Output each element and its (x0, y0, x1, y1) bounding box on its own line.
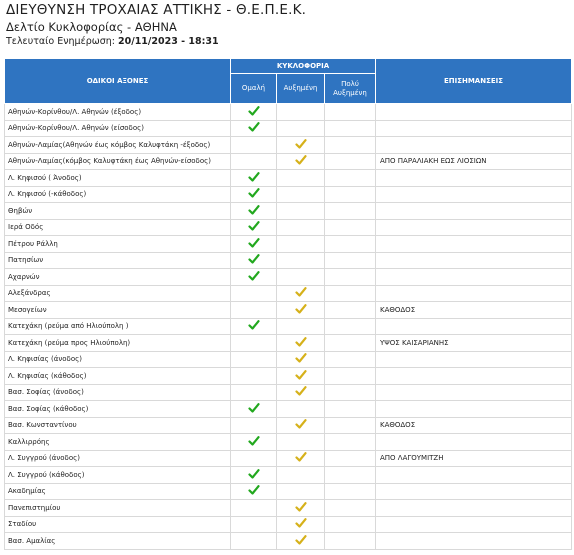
table-row (5, 252, 572, 269)
table-row (5, 285, 572, 302)
traffic-normal-cell (231, 236, 277, 253)
remark (376, 351, 572, 368)
remark (376, 285, 572, 302)
check-mark-icon (295, 353, 307, 363)
traffic-normal-cell (231, 285, 277, 302)
traffic-normal-cell (231, 384, 277, 401)
table-row (5, 483, 572, 500)
road-name: Αθηνών-Κορίνθου/Λ. Αθηνών (έξοδος) (5, 104, 231, 121)
page-title: ΔΙΕΥΘΥΝΣΗ ΤΡΟΧΑΙΑΣ ΑΤΤΙΚΗΣ - Θ.Ε.Π.Ε.Κ. (6, 2, 307, 18)
traffic-increased-cell (277, 252, 325, 269)
remark (376, 384, 572, 401)
traffic-very-cell (325, 285, 376, 302)
remark (376, 401, 572, 418)
traffic-very-cell (325, 351, 376, 368)
traffic-very-cell (325, 467, 376, 484)
traffic-normal-cell (231, 186, 277, 203)
table-row (5, 153, 572, 170)
traffic-normal-cell (231, 533, 277, 550)
check-mark-icon (248, 403, 260, 413)
remark (376, 467, 572, 484)
table-row (5, 434, 572, 451)
table-row (5, 401, 572, 418)
traffic-increased-cell (277, 236, 325, 253)
traffic-increased-cell (277, 219, 325, 236)
check-mark-icon (295, 370, 307, 380)
remark (376, 104, 572, 121)
remark (376, 236, 572, 253)
traffic-normal-cell (231, 252, 277, 269)
traffic-normal-cell (231, 302, 277, 319)
traffic-increased-cell (277, 516, 325, 533)
remark (376, 219, 572, 236)
remark (376, 533, 572, 550)
traffic-normal-cell (231, 120, 277, 137)
table-row (5, 351, 572, 368)
table-row (5, 533, 572, 550)
table-row (5, 137, 572, 154)
traffic-normal-cell (231, 335, 277, 352)
table-row (5, 384, 572, 401)
traffic-very-cell (325, 516, 376, 533)
road-name: Αθηνών-Κορίνθου/Λ. Αθηνών (είσοδος) (5, 120, 231, 137)
remark (376, 137, 572, 154)
check-mark-icon (248, 254, 260, 264)
road-name: Βασ. Αμαλίας (5, 533, 231, 550)
road-name: Κατεχάκη (ρεύμα προς Ηλιούπολη) (5, 335, 231, 352)
road-name: Πατησίων (5, 252, 231, 269)
road-name: Αχαρνών (5, 269, 231, 286)
traffic-increased-cell (277, 368, 325, 385)
traffic-increased-cell (277, 137, 325, 154)
check-mark-icon (248, 205, 260, 215)
traffic-normal-cell (231, 137, 277, 154)
traffic-increased-cell (277, 170, 325, 187)
check-mark-icon (248, 188, 260, 198)
traffic-increased-cell (277, 302, 325, 319)
remark: ΥΨΟΣ ΚΑΙΣΑΡΙΑΝΗΣ (376, 335, 572, 352)
traffic-very-cell (325, 384, 376, 401)
table-row (5, 219, 572, 236)
traffic-very-cell (325, 153, 376, 170)
check-mark-icon (295, 155, 307, 165)
remark (376, 252, 572, 269)
traffic-very-cell (325, 401, 376, 418)
check-mark-icon (248, 172, 260, 182)
table-row (5, 318, 572, 335)
traffic-normal-cell (231, 450, 277, 467)
check-mark-icon (295, 287, 307, 297)
traffic-very-cell (325, 137, 376, 154)
check-mark-icon (295, 452, 307, 462)
road-name: Λ. Συγγρού (κάθοδος) (5, 467, 231, 484)
traffic-normal-cell (231, 516, 277, 533)
check-mark-icon (248, 221, 260, 231)
remark: ΚΑΘΟΔΟΣ (376, 417, 572, 434)
road-name: Λ. Κηφισού (-κάθοδος) (5, 186, 231, 203)
table-row (5, 120, 572, 137)
check-mark-icon (248, 320, 260, 330)
remark (376, 203, 572, 220)
traffic-normal-cell (231, 104, 277, 121)
traffic-increased-cell (277, 500, 325, 517)
column-header-very-increased: Πολύ Αυξημένη (325, 74, 376, 104)
traffic-increased-cell (277, 467, 325, 484)
remark (376, 500, 572, 517)
table-row (5, 269, 572, 286)
check-mark-icon (248, 122, 260, 132)
traffic-increased-cell (277, 401, 325, 418)
table-row (5, 516, 572, 533)
traffic-increased-cell (277, 417, 325, 434)
traffic-very-cell (325, 120, 376, 137)
traffic-increased-cell (277, 483, 325, 500)
road-name: Λ. Συγγρού (άνοδος) (5, 450, 231, 467)
road-name: Σταδίου (5, 516, 231, 533)
traffic-normal-cell (231, 318, 277, 335)
check-mark-icon (295, 337, 307, 347)
traffic-very-cell (325, 236, 376, 253)
check-mark-icon (295, 304, 307, 314)
traffic-increased-cell (277, 335, 325, 352)
traffic-normal-cell (231, 368, 277, 385)
traffic-increased-cell (277, 351, 325, 368)
road-name: Πέτρου Ράλλη (5, 236, 231, 253)
last-update-label: Τελευταίο Ενημέρωση: (6, 36, 115, 47)
check-mark-icon (248, 485, 260, 495)
remark (376, 483, 572, 500)
traffic-increased-cell (277, 104, 325, 121)
traffic-very-cell (325, 203, 376, 220)
road-name: Ιερά Οδός (5, 219, 231, 236)
remark: ΑΠΟ ΛΑΓΟΥΜΙΤΖΗ (376, 450, 572, 467)
traffic-very-cell (325, 483, 376, 500)
traffic-very-cell (325, 417, 376, 434)
traffic-table (4, 58, 572, 550)
check-mark-icon (248, 469, 260, 479)
table-row (5, 186, 572, 203)
table-row (5, 170, 572, 187)
road-name: Βασ. Σοφίας (άνοδος) (5, 384, 231, 401)
traffic-increased-cell (277, 533, 325, 550)
remark (376, 368, 572, 385)
traffic-very-cell (325, 533, 376, 550)
remark (376, 434, 572, 451)
traffic-increased-cell (277, 434, 325, 451)
traffic-rows (5, 104, 572, 550)
check-mark-icon (295, 502, 307, 512)
traffic-normal-cell (231, 500, 277, 517)
traffic-normal-cell (231, 351, 277, 368)
page-subtitle: Δελτίο Κυκλοφορίας - ΑΘΗΝΑ (6, 20, 177, 34)
traffic-normal-cell (231, 269, 277, 286)
table-row (5, 203, 572, 220)
remark (376, 170, 572, 187)
report-header (6, 2, 306, 49)
column-header-normal: Ομαλή (231, 74, 277, 104)
traffic-increased-cell (277, 186, 325, 203)
traffic-very-cell (325, 318, 376, 335)
last-update-value: 20/11/2023 - 18:31 (118, 36, 219, 47)
road-name: Βασ. Σοφίας (κάθοδος) (5, 401, 231, 418)
traffic-increased-cell (277, 318, 325, 335)
traffic-increased-cell (277, 285, 325, 302)
traffic-normal-cell (231, 153, 277, 170)
traffic-normal-cell (231, 219, 277, 236)
table-row (5, 467, 572, 484)
traffic-increased-cell (277, 269, 325, 286)
check-mark-icon (248, 271, 260, 281)
remark: ΚΑΘΟΔΟΣ (376, 302, 572, 319)
traffic-very-cell (325, 500, 376, 517)
traffic-very-cell (325, 269, 376, 286)
table-row (5, 104, 572, 121)
check-mark-icon (295, 518, 307, 528)
traffic-very-cell (325, 368, 376, 385)
remark (376, 516, 572, 533)
traffic-increased-cell (277, 203, 325, 220)
traffic-very-cell (325, 186, 376, 203)
check-mark-icon (248, 238, 260, 248)
road-name: Αθηνών-Λαμίας(Αθηνών έως κόμβος Καλυφτάκη -έξοδος) (5, 137, 231, 154)
traffic-very-cell (325, 219, 376, 236)
road-name: Καλλιρρόης (5, 434, 231, 451)
traffic-normal-cell (231, 483, 277, 500)
traffic-normal-cell (231, 170, 277, 187)
road-name: Λ. Κηφισίας (κάθοδος) (5, 368, 231, 385)
table-row (5, 500, 572, 517)
traffic-normal-cell (231, 467, 277, 484)
traffic-increased-cell (277, 384, 325, 401)
table-row (5, 450, 572, 467)
check-mark-icon (248, 436, 260, 446)
check-mark-icon (295, 139, 307, 149)
road-name: Θηβών (5, 203, 231, 220)
traffic-increased-cell (277, 120, 325, 137)
column-header-roads: ΟΔΙΚΟΙ ΑΞΟΝΕΣ (5, 59, 231, 104)
road-name: Πανεπιστημίου (5, 500, 231, 517)
traffic-very-cell (325, 434, 376, 451)
check-mark-icon (295, 419, 307, 429)
table-row (5, 302, 572, 319)
traffic-normal-cell (231, 203, 277, 220)
remark: ΑΠΟ ΠΑΡΑΛΙΑΚΗ ΕΩΣ ΛΙΟΣΙΩΝ (376, 153, 572, 170)
road-name: Αλεξάνδρας (5, 285, 231, 302)
column-header-increased: Αυξημένη (277, 74, 325, 104)
road-name: Αθηνών-Λαμίας(κόμβος Καλυφτάκη έως Αθηνών-είσοδος) (5, 153, 231, 170)
column-header-traffic: ΚΥΚΛΟΦΟΡΙΑ (231, 59, 376, 74)
last-update (6, 35, 306, 49)
traffic-normal-cell (231, 434, 277, 451)
remark (376, 186, 572, 203)
road-name: Μεσογείων (5, 302, 231, 319)
remark (376, 120, 572, 137)
table-row (5, 335, 572, 352)
traffic-normal-cell (231, 417, 277, 434)
remark (376, 318, 572, 335)
traffic-very-cell (325, 170, 376, 187)
check-mark-icon (295, 386, 307, 396)
column-header-notes: ΕΠΙΣΗΜΑΝΣΕΙΣ (376, 59, 572, 104)
table-row (5, 368, 572, 385)
road-name: Ακαδημίας (5, 483, 231, 500)
traffic-very-cell (325, 302, 376, 319)
remark (376, 269, 572, 286)
traffic-increased-cell (277, 450, 325, 467)
road-name: Λ. Κηφισίας (άνοδος) (5, 351, 231, 368)
table-row (5, 417, 572, 434)
traffic-very-cell (325, 335, 376, 352)
traffic-increased-cell (277, 153, 325, 170)
check-mark-icon (248, 106, 260, 116)
check-mark-icon (295, 535, 307, 545)
road-name: Κατεχάκη (ρεύμα από Ηλιούπολη ) (5, 318, 231, 335)
traffic-very-cell (325, 450, 376, 467)
traffic-normal-cell (231, 401, 277, 418)
traffic-very-cell (325, 252, 376, 269)
table-row (5, 236, 572, 253)
road-name: Λ. Κηφισού ( Άνοδος) (5, 170, 231, 187)
traffic-very-cell (325, 104, 376, 121)
road-name: Βασ. Κωνσταντίνου (5, 417, 231, 434)
